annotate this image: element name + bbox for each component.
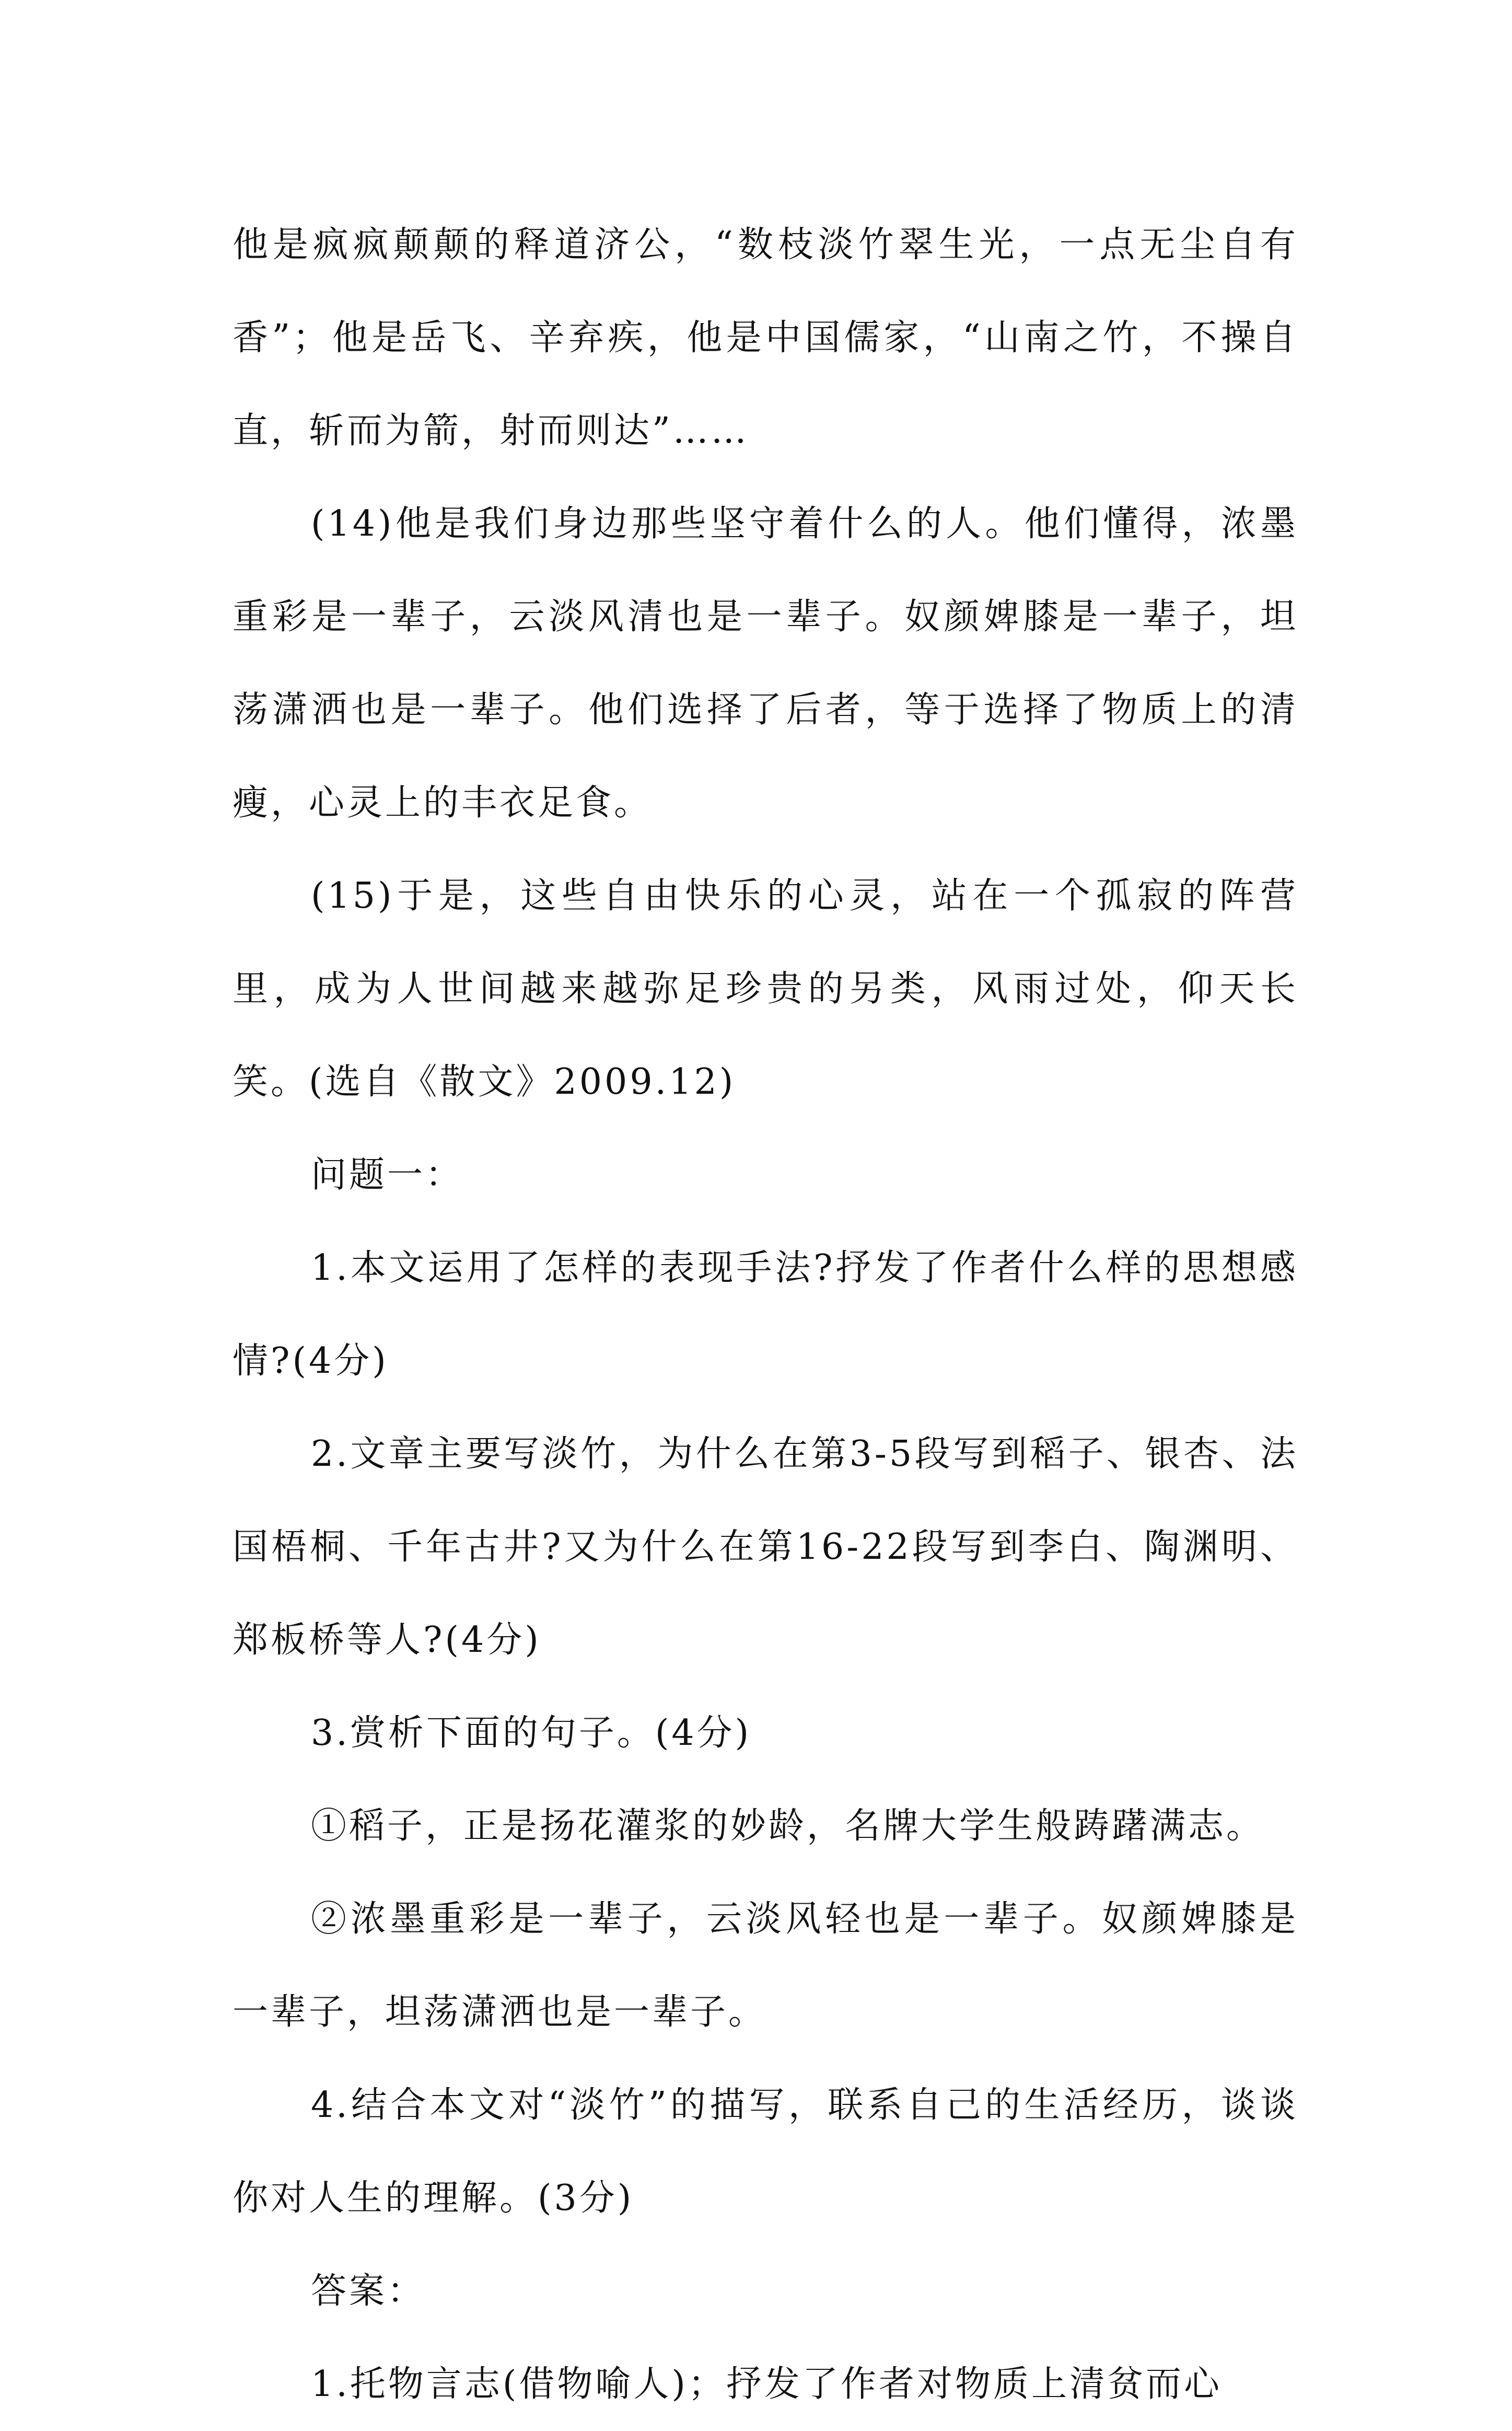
question-2: 2.文章主要写淡竹，为什么在第3-5段写到稻子、银杏、法国梧桐、千年古井?又为什么在第16-22段写到李白、陶渊明、郑板桥等人?(4分): [232, 1433, 1298, 1661]
answers-heading: 答案：: [311, 2271, 426, 2312]
paragraph-14: (14)他是我们身边那些坚守着什么的人。他们懂得，浓墨重彩是一辈子，云淡风清也是一辈子。奴颜婢膝是一辈子，坦荡潇洒也是一辈子。他们选择了后者，等于选择了物质上的清瘦，心灵上的丰衣足食。: [232, 503, 1298, 824]
questions-heading: 问题一：: [311, 1154, 464, 1196]
question-3: 3.赏析下面的句子。(4分): [311, 1712, 752, 1754]
answer-1: 1.托物言志(借物喻人)；抒发了作者对物质上清贫而心: [311, 2364, 1222, 2405]
question-1: 1.本文运用了怎样的表现手法?抒发了作者什么样的思想感情?(4分): [232, 1247, 1298, 1382]
document-body: [232, 199, 1298, 2431]
question-3-sentence-2: ②浓墨重彩是一辈子，云淡风轻也是一辈子。奴颜婢膝是一辈子，坦荡潇洒也是一辈子。: [232, 1899, 1298, 2033]
paragraph-15: (15)于是，这些自由快乐的心灵，站在一个孤寂的阵营里，成为人世间越来越弥足珍贵的另类，风雨过处，仰天长笑。(选自《散文》2009.12): [232, 875, 1298, 1103]
paragraph-jigong-verse: 他是疯疯颠颠的释道济公，“数枝淡竹翠生光，一点无尘自有香”；他是岳飞、辛弃疾，他是中国儒家，“山南之竹，不操自直，斩而为箭，射而则达”……: [232, 224, 1298, 452]
question-3-sentence-1: ①稻子，正是扬花灌浆的妙龄，名牌大学生般踌躇满志。: [311, 1805, 1265, 1847]
question-4: 4.结合本文对“淡竹”的描写，联系自己的生活经历，谈谈你对人生的理解。(3分): [232, 2085, 1298, 2219]
